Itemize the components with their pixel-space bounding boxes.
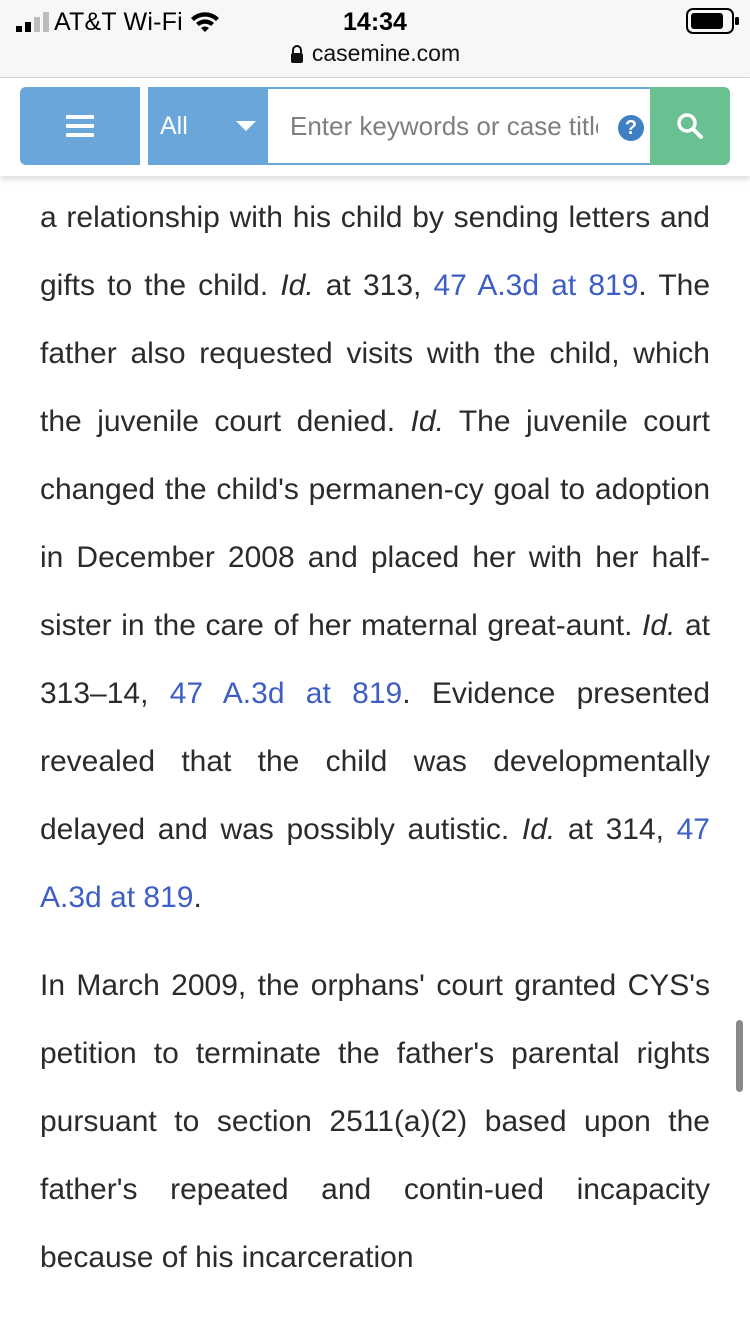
carrier-label: AT&T Wi-Fi (54, 8, 183, 36)
citation-link[interactable]: 47 A.3d at 819 (433, 269, 639, 302)
search-button[interactable] (650, 87, 730, 165)
status-bar (0, 0, 750, 78)
case-text (40, 184, 710, 1312)
search-icon (676, 112, 704, 140)
search-input[interactable] (268, 111, 598, 142)
clock: 14:34 (343, 8, 407, 36)
text-run: at 313–14, (40, 609, 710, 710)
id-citation: Id. (280, 269, 314, 302)
id-citation: Id. (521, 813, 556, 846)
menu-button[interactable] (20, 87, 140, 165)
text-run: The juvenile court changed the child's permanen-cy goal to adoption in December 2008 and placed her with her half-sister in the care of her maternal great-aunt. (40, 405, 710, 642)
scrollbar[interactable] (736, 1020, 743, 1092)
paragraph: In March 2009, the orphans' court granted CYS's petition to terminate the father's parental rights pursuant to section 2511(a)(2) based upon the father's repeated and contin-ued incapacity because of his incarceration (40, 969, 710, 1274)
citation-link[interactable]: 47 A.3d at 819 (40, 813, 710, 914)
paragraph (40, 184, 710, 932)
scope-select[interactable] (148, 87, 268, 165)
menu-icon (66, 115, 94, 137)
text-run: at 314, (555, 813, 677, 846)
text-run: at 313, (313, 269, 434, 302)
id-citation: Id. (410, 405, 444, 438)
text-run: a relationship with his child by sending letters and gifts to the child. (40, 201, 710, 302)
search-toolbar (0, 78, 750, 176)
scope-label: All (160, 111, 188, 140)
address-bar[interactable] (0, 40, 750, 67)
battery-icon (686, 8, 740, 34)
text-run: . The father also requested visits with the child, which the juvenile court denied. (40, 269, 711, 438)
lock-icon (290, 45, 304, 63)
id-citation: Id. (642, 609, 676, 642)
text-run: . Evidence presented revealed that the child was developmentally delayed and was possibly autistic. (40, 677, 711, 846)
help-icon[interactable]: ? (618, 115, 644, 141)
chevron-down-icon (236, 121, 256, 131)
citation-link[interactable]: 47 A.3d at 819 (169, 677, 403, 710)
text-run: . (193, 881, 202, 914)
search-field[interactable] (268, 87, 650, 165)
url-text: casemine.com (311, 40, 461, 66)
